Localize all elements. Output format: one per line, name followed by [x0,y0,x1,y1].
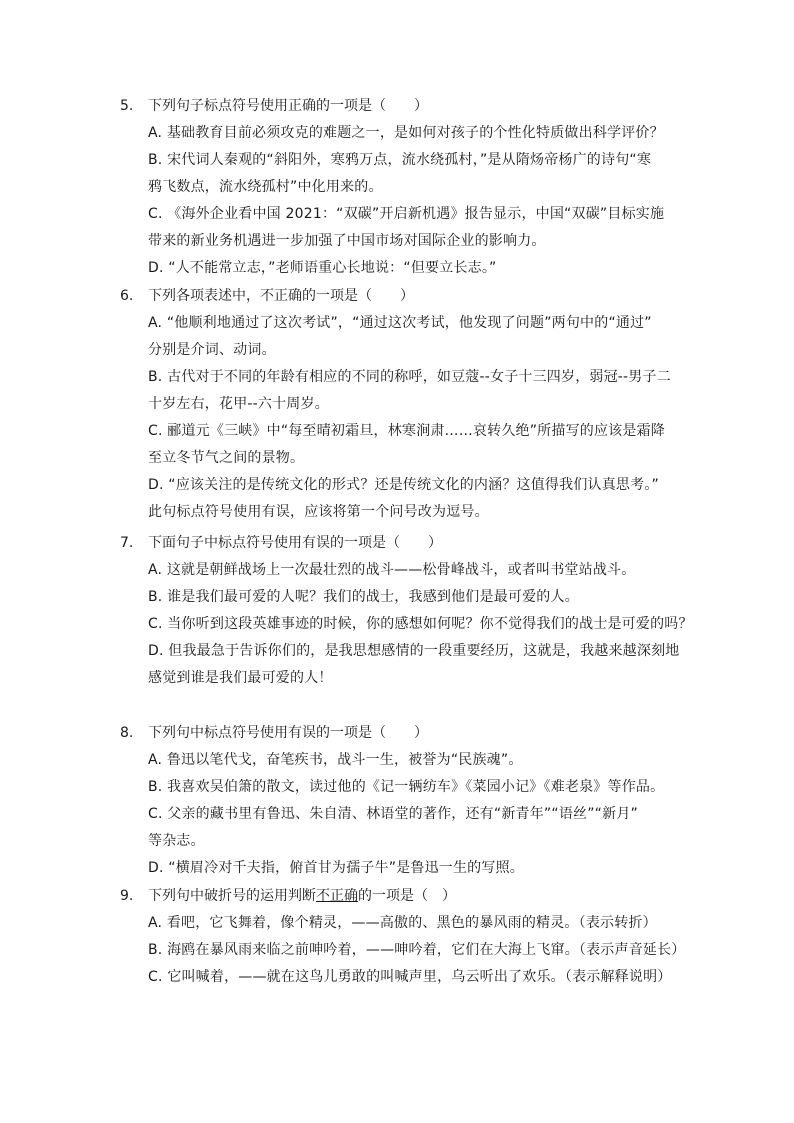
option-list [148,747,695,882]
question-stem: 下面句子中标点符号使用有误的一项是（ ） [148,535,442,551]
option-a: A. 基础教育目前必须攻克的难题之一，是如何对孩子的个性化特质做出科学评价？ [148,125,664,141]
option-d: D. “横眉冷对千夫指，俯首甘为孺子牛”是鲁迅一生的写照。 [148,860,524,876]
option-b: B. 宋代词人秦观的“斜阳外，寒鸦万点，流水绕孤村，”是从隋炀帝杨广的诗句“寒 鸦飞数点，流水绕孤村”中化用来的。 [148,152,652,195]
option-list [148,910,695,991]
question-stem: 下列句中标点符号使用有误的一项是（ ） [148,725,428,741]
stem-after: 的一项是（ ） [358,888,456,904]
option-c: C. 父亲的藏书里有鲁迅、朱自清、林语堂的著作，还有“新青年”“语丝”“新月” 等杂志。 [148,806,638,849]
question-number: 5. [120,98,134,114]
option-c: C. 郦道元《三峡》中“每至晴初霜旦，林寒涧肃……哀转久绝”所描写的应该是霜降 至立冬节气之间的景物。 [148,423,665,466]
option-list [148,557,695,692]
option-b: B. 我喜欢吴伯箫的散文，读过他的《记一辆纺车》《菜园小记》《难老泉》等作品。 [148,779,665,795]
option-d: D. “应该关注的是传统文化的形式？还是传统文化的内涵？这值得我们认真思考。” 此句标点符号使用有误，应该将第一个问号改为逗号。 [148,477,659,520]
question-number: 7. [120,535,134,551]
question-number: 9. [120,888,134,904]
question-stem: 下列各项表述中，不正确的一项是（ ） [148,288,414,304]
question-7 [120,530,695,692]
question-8 [120,720,695,882]
option-b: B. 海鸥在暴风雨来临之前呻吟着，——呻吟着，它们在大海上飞窜。（表示声音延长） [148,942,686,958]
question-stem: 下列句子标点符号使用正确的一项是（ ） [148,98,428,114]
option-c: C. 《海外企业看中国 2021：“双碳”开启新机遇》报告显示，中国“双碳”目标实施 带来的新业务机遇进一步加强了中国市场对国际企业的影响力。 [148,206,665,249]
option-c: C. 它叫喊着，——就在这鸟儿勇敢的叫喊声里，乌云听出了欢乐。（表示解释说明） [148,969,672,985]
stem-underlined: 不正确 [316,888,358,904]
stem-before: 下列句中破折号的运用判断 [148,888,316,904]
option-b: B. 谁是我们最可爱的人呢？我们的战士，我感到他们是最可爱的人。 [148,589,579,605]
option-d: D. “人不能常立志，”老师语重心长地说：“但要立长志。” [148,260,497,276]
option-a: A. 看吧，它飞舞着，像个精灵，——高傲的、黑色的暴风雨的精灵。（表示转折） [148,915,657,931]
option-a: A. “他顺利地通过了这次考试”，“通过这次考试，他发现了问题”两句中的“通过” 分别是介词、动词。 [148,315,652,358]
question-number: 6. [120,288,134,304]
option-a: A. 鲁迅以笔代戈，奋笔疾书，战斗一生，被誉为“民族魂”。 [148,752,523,768]
question-stem [148,883,695,910]
option-a: A. 这就是朝鲜战场上一次最壮烈的战斗——松骨峰战斗，或者叫书堂站战斗。 [148,562,636,578]
option-b: B. 古代对于不同的年龄有相应的不同的称呼，如豆蔻--女子十三四岁，弱冠--男子二 十岁左右，花甲--六十周岁。 [148,369,671,412]
question-5 [120,93,695,282]
option-list [148,310,695,526]
question-number: 8. [120,725,134,741]
option-list [148,120,695,282]
question-6 [120,283,695,526]
option-d: D. 但我最急于告诉你们的，是我思想感情的一段重要经历，这就是，我越来越深刻地 感觉到谁是我们最可爱的人！ [148,643,680,686]
question-9 [120,883,695,991]
option-c: C. 当你听到这段英雄事迹的时候，你的感想如何呢？你不觉得我们的战士是可爱的吗？ [148,616,693,632]
